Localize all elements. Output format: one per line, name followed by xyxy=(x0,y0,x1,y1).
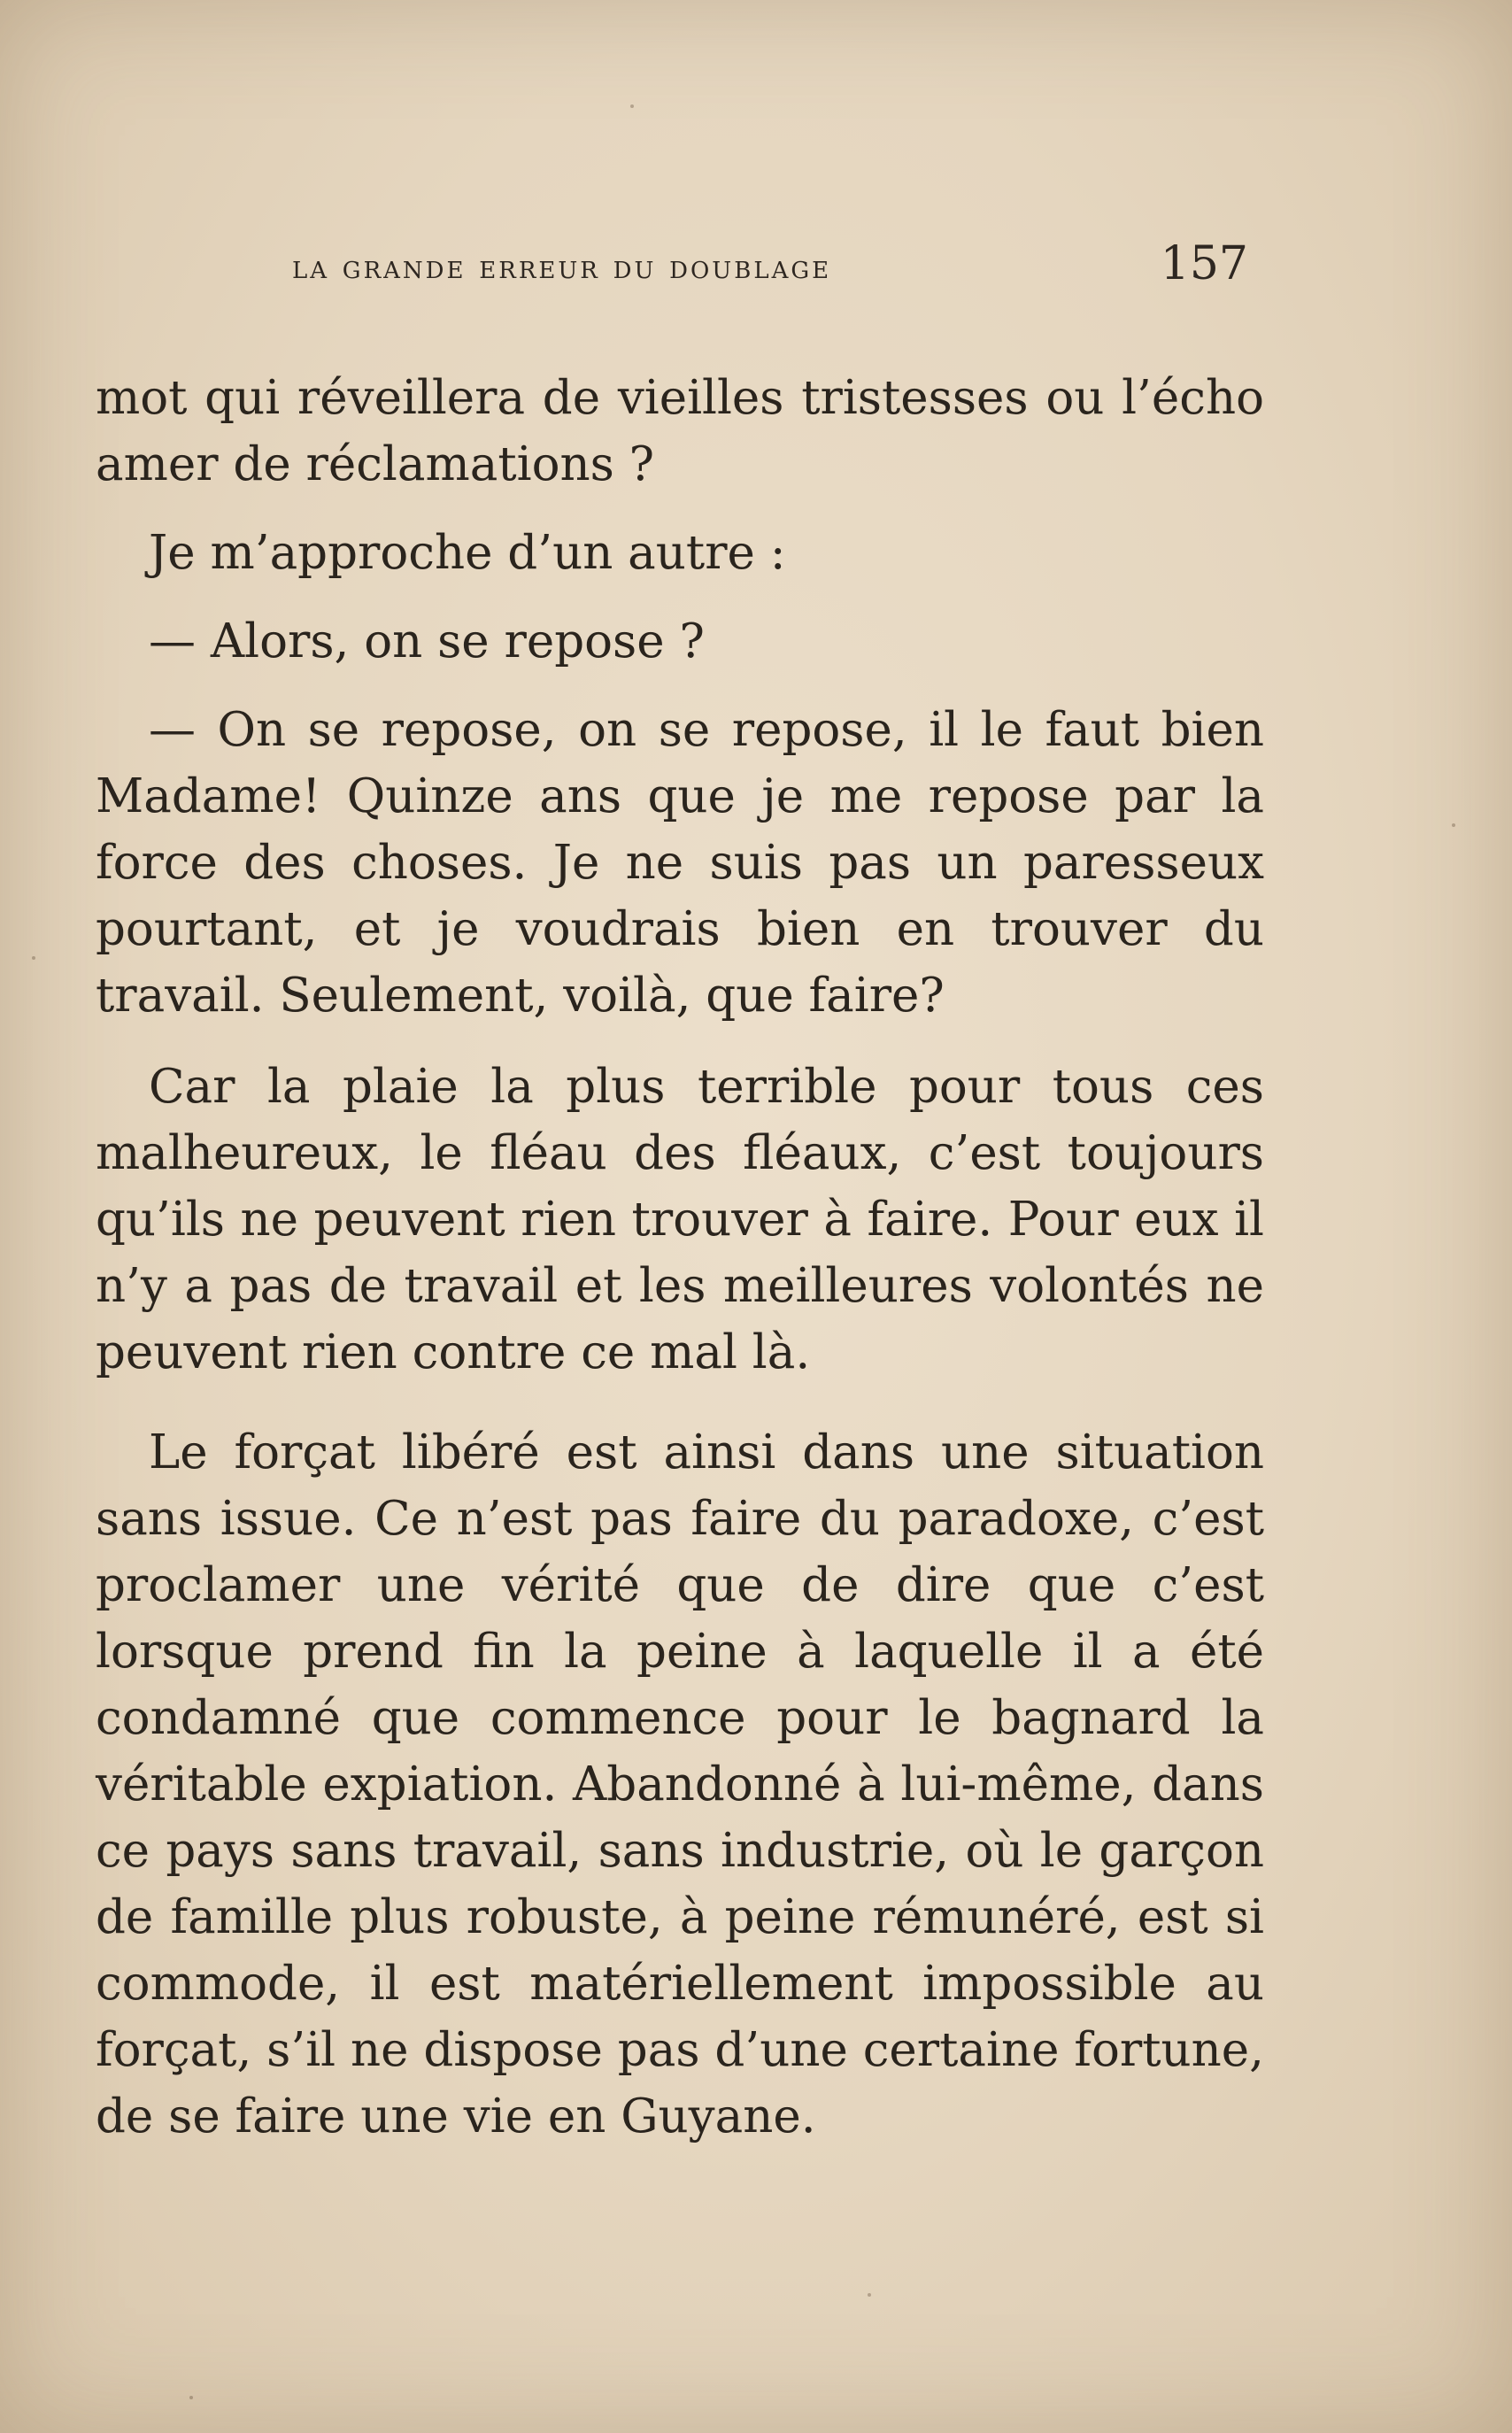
running-header xyxy=(292,237,1248,299)
paragraph: Car la plaie la plus terrible pour tous ces malheureux, le fléau des fléaux, c’est toujours qu’ils ne peuvent rien trouver à faire. Pour eux il n’y a pas de travail et les meilleures volontés ne peuvent rien contre ce mal là. xyxy=(96,1060,1264,1379)
paragraph-continuation: mot qui réveillera de vieilles tristesses ou l’écho amer de réclamations ? xyxy=(96,371,1264,491)
dialogue-line: — Alors, on se repose ? xyxy=(149,614,705,668)
body-text xyxy=(96,365,1264,2150)
paper-speck xyxy=(1452,823,1455,827)
paper-speck xyxy=(868,2293,871,2297)
dialogue-line: — On se repose, on se repose, il le faut bien Madame! Quinze ans que je me repose par la force des choses. Je ne suis pas un paresseux pourtant, et je voudrais bien en trouver du travail. Seulement, voilà, que faire? xyxy=(96,703,1264,1023)
paper-speck xyxy=(630,104,634,108)
paragraph: Je m’approche d’un autre : xyxy=(149,526,786,580)
paragraph: Le forçat libéré est ainsi dans une situation sans issue. Ce n’est pas faire du paradoxe, c’est proclamer une vérité que de dire que c’est lorsque prend fin la peine à laquelle il a été condamné que commence pour le bagnard la véritable expiation. Abandonné à lui-même, dans ce pays sans travail, sans industrie, où le garçon de famille plus robuste, à peine rémunéré, est si commode, il est matériellement impossible au forçat, s’il ne dispose pas d’une certaine fortune, de se faire une vie en Guyane. xyxy=(96,1425,1264,2143)
running-title: la grande erreur du doublage xyxy=(292,248,832,286)
paper-speck xyxy=(189,2396,193,2399)
paper-speck xyxy=(32,956,35,960)
page-number: 157 xyxy=(1160,237,1248,290)
